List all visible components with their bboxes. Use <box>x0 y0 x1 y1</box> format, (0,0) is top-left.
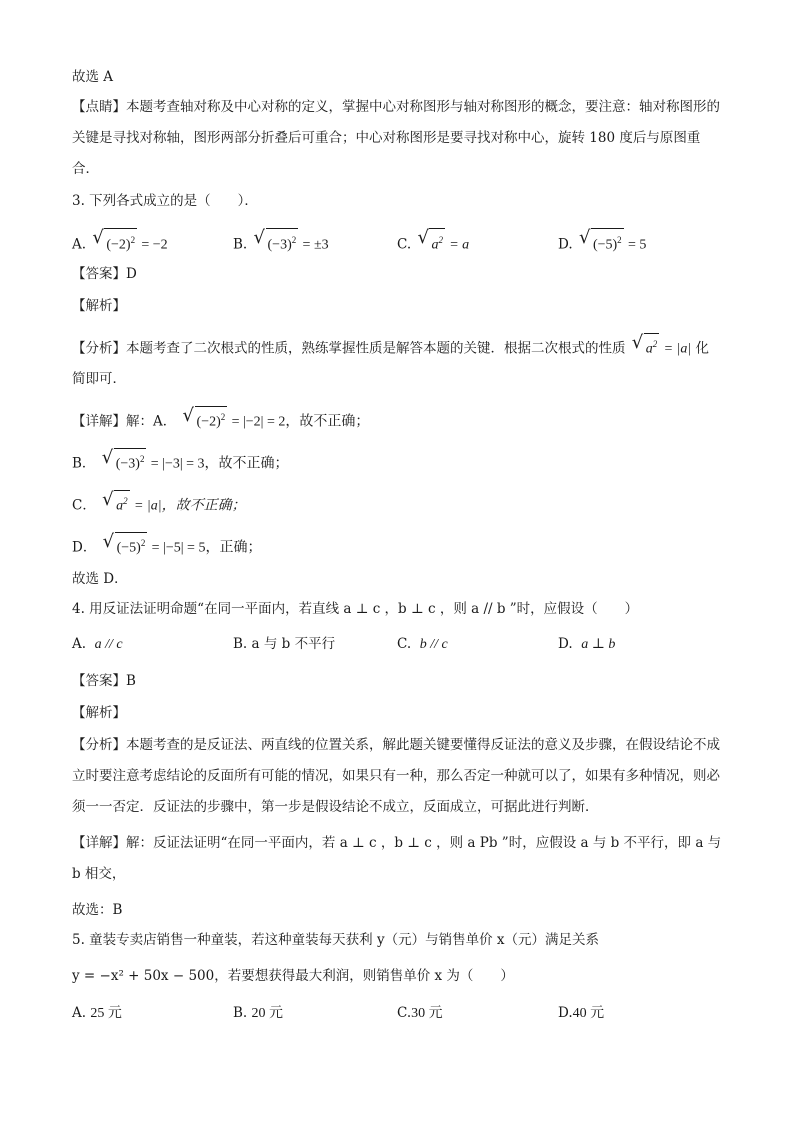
q4-answer: 【答案】B <box>72 673 136 689</box>
q3-choice: 故选 D． <box>72 571 128 587</box>
q4-option-b: B. a 与 b 不平行 <box>233 636 336 652</box>
q4-choice: 故选：B <box>72 902 123 918</box>
q4-option-c: C. b // c <box>397 636 448 652</box>
q2-choice: 故选 A <box>72 69 114 85</box>
q4-detail: 【详解】解：反证法证明“在同一平面内，若 a ⊥ c ，b ⊥ c ，则 a Pb ”时，应假设 a 与 b 不平行，即 a 与 b 相交， <box>72 835 722 882</box>
sqrt-symbol: √ $(-5)^2$ <box>579 228 624 256</box>
q3-answer: 【答案】D <box>72 266 137 282</box>
q5-stem-1: 5. 童装专卖店销售一种童装，若这种童装每天获利 y（元）与销售单价 x（元）满足关系 <box>72 932 599 948</box>
q2-comment-text: 本题考查轴对称及中心对称的定义，掌握中心对称图形与轴对称图形的概念，要注意：轴对称图形的关键是寻找对称轴，图形两部分折叠后可重合；中心对称图形是要寻找对称中心，旋转 180 度后与原图重合． <box>72 99 720 177</box>
q3-analysis-title: 【解析】 <box>72 298 126 314</box>
q3-detail-c: C． √ $a^2 = |a|$，故不正确； <box>72 489 246 514</box>
sqrt-symbol: √ $a^2$ <box>631 332 658 357</box>
sqrt-symbol: √ $a^2$ <box>417 228 445 256</box>
q3-detail-a: 【详解】解：A． √ $(-2)^2 = |-2| = 2$，故不正确； <box>72 405 370 430</box>
q4-analysis-title: 【解析】 <box>72 705 126 721</box>
q4-analysis: 【分析】本题考查的是反证法、两直线的位置关系，解此题关键要懂得反证法的意义及步骤，在假设结论不成立时要注意考虑结论的反面所有可能的情况，如果只有一种，那么否定一种就可以了，如果有多种情况，则必须一一否定．反证法的步骤中，第一步是假设结论不成立，反面成立，可据此进行判断． <box>72 737 720 815</box>
sqrt-symbol: √ $a^2$ <box>102 489 128 514</box>
q3-stem: 3. 下列各式成立的是（ ）． <box>72 193 258 209</box>
q3-option-b: B. √ $(-3)^2 = \pm 3$ <box>233 228 329 256</box>
q3-detail-d: D． √ $(-5)^2 = |-5| = 5$，正确； <box>72 531 262 556</box>
sqrt-symbol: √ $(-2)^2$ <box>92 228 137 256</box>
q3-option-d: D. √ $(-5)^2 = 5$ <box>558 228 646 256</box>
q5-option-d: D.40 元 <box>558 1005 605 1021</box>
sqrt-symbol: √ $(-5)^2$ <box>102 531 146 556</box>
sqrt-symbol: √ $(-3)^2$ <box>254 228 299 256</box>
q5-option-c: C.30 元 <box>397 1005 443 1021</box>
q4-option-d: D. a ⊥ b <box>558 636 616 652</box>
q3-detail-b: B． √ $(-3)^2 = |-3| = 3$，故不正确； <box>72 447 289 472</box>
q4-option-a: A. a // c <box>72 636 123 652</box>
q5-option-a: A. 25 元 <box>72 1005 122 1021</box>
q3-analysis: 【分析】本题考查了二次根式的性质，熟练掌握性质是解答本题的关键．根据二次根式的性质 √ $a^2 = |a|$ 化 <box>72 332 710 357</box>
q3-option-a: A. √ $(-2)^2 = -2$ <box>72 228 168 256</box>
q2-comment-tag: 【点睛】 <box>72 99 126 115</box>
q5-option-b: B. 20 元 <box>233 1005 284 1021</box>
q5-stem-2: y = −x² + 50x − 500，若要想获得最大利润，则销售单价 x 为（ ） <box>72 968 514 984</box>
q3-option-c: C. √ $a^2 = a$ <box>397 228 469 256</box>
q3-analysis-cont: 简即可． <box>72 371 126 387</box>
sqrt-symbol: √ $(-2)^2$ <box>182 405 226 430</box>
q4-stem: 4. 用反证法证明命题“在同一平面内，若直线 a ⊥ c ，b ⊥ c ，则 a // b ”时，应假设（ ） <box>72 601 639 617</box>
sqrt-symbol: √ $(-3)^2$ <box>101 447 145 472</box>
q2-comment <box>72 92 722 185</box>
